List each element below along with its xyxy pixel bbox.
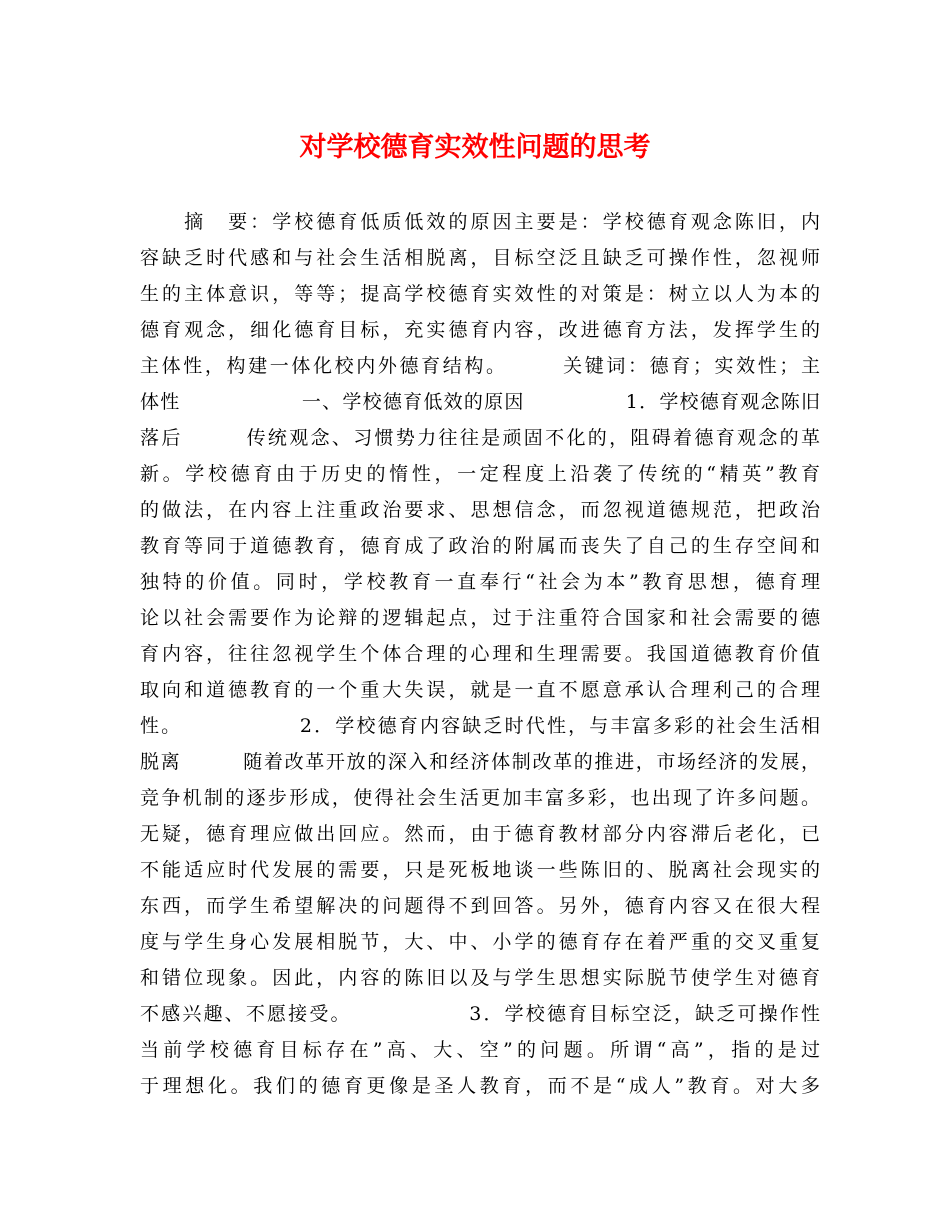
body-line: 度与学生身心发展相脱节，大、中、小学的德育存在着严重的交叉重复 bbox=[140, 931, 820, 953]
body-line: 当前学校德育目标存在”高、大、空”的问题。所谓“高”，指的是过 bbox=[140, 1039, 820, 1061]
body-line: 竞争机制的逐步形成，使得社会生活更加丰富多彩，也出现了许多问题。 bbox=[140, 787, 820, 809]
body-line: 独特的价值。同时，学校教育一直奉行“社会为本”教育思想，德育理 bbox=[140, 571, 820, 593]
body-line: 教育等同于道德教育，德育成了政治的附属而丧失了自己的生存空间和 bbox=[140, 535, 820, 557]
body-line: 摘 要：学校德育低质低效的原因主要是：学校德育观念陈旧，内 bbox=[140, 211, 820, 233]
body-line: 不感兴趣、不愿接受。 3．学校德育目标空泛，缺乏可操作性 bbox=[140, 1003, 820, 1025]
body-line: 体性 一、学校德育低效的原因 1．学校德育观念陈旧 bbox=[140, 391, 820, 413]
body-line: 不能适应时代发展的需要，只是死板地谈一些陈旧的、脱离社会现实的 bbox=[140, 859, 820, 881]
body-line: 的做法，在内容上注重政治要求、思想信念，而忽视道德规范，把政治 bbox=[140, 499, 820, 521]
body-line: 容缺乏时代感和与社会生活相脱离，目标空泛且缺乏可操作性，忽视师 bbox=[140, 247, 820, 269]
body-line: 于理想化。我们的德育更像是圣人教育，而不是“成人”教育。对大多 bbox=[140, 1075, 820, 1097]
document-title: 对学校德育实效性问题的思考 bbox=[299, 132, 651, 163]
body-line: 论以社会需要作为论辩的逻辑起点，过于注重符合国家和社会需要的德 bbox=[140, 607, 820, 629]
body-line: 生的主体意识，等等；提高学校德育实效性的对策是：树立以人为本的 bbox=[140, 283, 820, 305]
body-line: 性。 2．学校德育内容缺乏时代性，与丰富多彩的社会生活相 bbox=[140, 715, 820, 737]
body-line: 东西，而学生希望解决的问题得不到回答。另外，德育内容又在很大程 bbox=[140, 895, 820, 917]
body-line: 取向和道德教育的一个重大失误，就是一直不愿意承认合理利己的合理 bbox=[140, 679, 820, 701]
body-line: 脱离 随着改革开放的深入和经济体制改革的推进，市场经济的发展， bbox=[140, 751, 820, 773]
body-line: 德育观念，细化德育目标，充实德育内容，改进德育方法，发挥学生的 bbox=[140, 319, 820, 341]
document-body bbox=[140, 204, 820, 1104]
body-line: 新。学校德育由于历史的惰性，一定程度上沿袭了传统的“精英”教育 bbox=[140, 463, 820, 485]
body-line: 育内容，往往忽视学生个体合理的心理和生理需要。我国道德教育价值 bbox=[140, 643, 820, 665]
body-line: 落后 传统观念、习惯势力往往是顽固不化的，阻碍着德育观念的革 bbox=[140, 427, 820, 449]
body-line: 主体性，构建一体化校内外德育结构。 关键词：德育；实效性；主 bbox=[140, 355, 820, 377]
body-line: 无疑，德育理应做出回应。然而，由于德育教材部分内容滞后老化，已 bbox=[140, 823, 820, 845]
body-line: 和错位现象。因此，内容的陈旧以及与学生思想实际脱节使学生对德育 bbox=[140, 967, 820, 989]
